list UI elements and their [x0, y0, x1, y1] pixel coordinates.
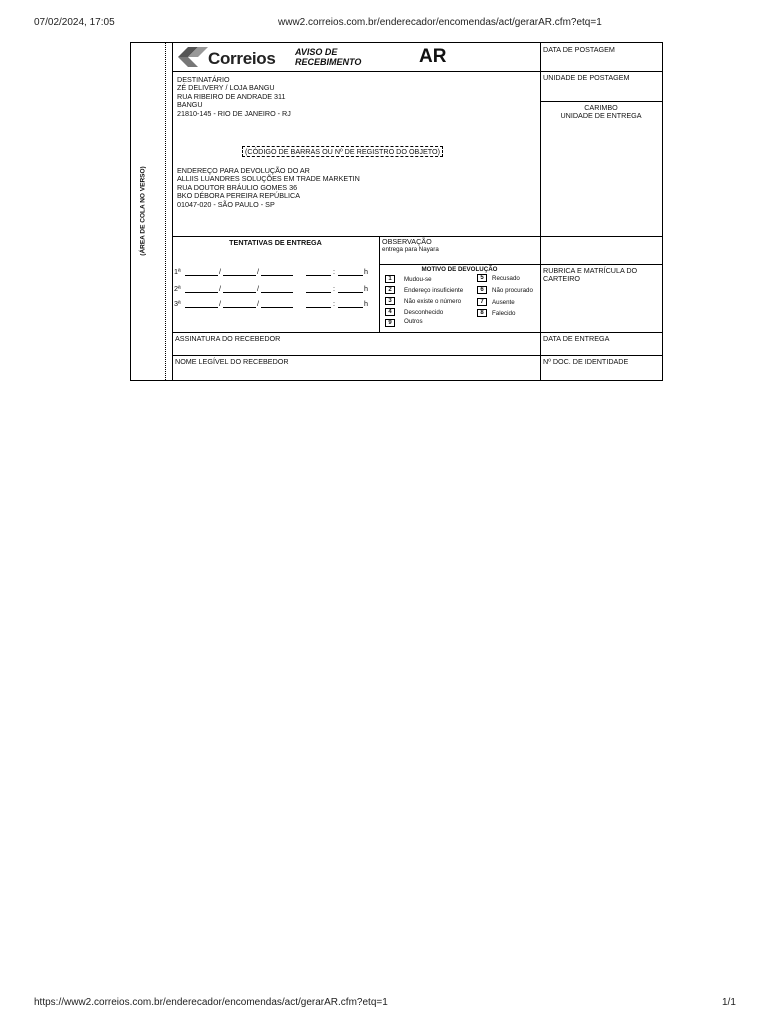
devolucao-block	[177, 167, 360, 209]
motivo-option-label: Não existe o número	[404, 298, 462, 305]
glue-border-line	[172, 43, 173, 380]
motivo-checkbox: 1	[385, 275, 395, 283]
observacao-label: OBSERVAÇÃO	[382, 237, 432, 246]
correios-logo-text: Correios	[208, 49, 276, 68]
destinatario-line: BANGU	[177, 100, 203, 110]
motivo-option-label: Recusado	[492, 275, 520, 282]
ar-label: AR	[419, 46, 447, 67]
devolucao-label: ENDEREÇO PARA DEVOLUÇÃO DO AR	[177, 166, 310, 175]
tentativa-ordinal: 2ª	[174, 284, 181, 293]
ar-form: (ÁREA DE COLA NO VERSO) Correios AVISO DE RECEBIMENTO AR DATA DE POSTAGEM UNIDADE DE POSTAGEM CARIMBO UNIDADE DE ENTREGA DESTINATÁRIO ZÉ DELIVERY / LOJA BANGU RUA RIBEIRO DE ANDRADE 311 BANGU 21810-145 - RIO DE JANEIRO - RJ (CÓDIGO DE BARRAS OU Nº DE REGISTRO DO OBJETO) ENDEREÇO PARA DEVOLUÇÃO DO AR ALLIIS LUANDRES SOLUÇÕES EM TRADE MARKETIN RUA DOUTOR BRÁULIO GOMES 36 BKO DÉBORA PEREIRA REPÚBLICA 01047-020 - SÃO PAULO - SP TENTATIVAS DE ENTREGA 1ª / / : h 2ª / / : h 3ª / / : h OBSERVAÇÃO entrega para Nayara MOTIVO DE DEVOLUÇÃO 1 Mudou-se 2 Endereço insuficiente 3 Não existe o número 4 Desconhecido 9 Outros 5 Recusado 6 Não procurado 7 Ausente 8 Falecido RUBRICA E MATRÍCULA DO CARTEIRO ASSINATURA DO RECEBEDOR DATA DE ENTREGA NOME LEGÍVEL DO RECEBEDOR Nº DOC. DE IDENTIDADE	[130, 42, 663, 381]
footer-url: https://www2.correios.com.br/enderecador/encomendas/act/gerarAR.cfm?etq=1	[34, 997, 388, 1008]
destinatario-block	[177, 76, 291, 118]
print-url: www2.correios.com.br/enderecador/encomendas/act/gerarAR.cfm?etq=1	[278, 17, 602, 28]
data-postagem-label: DATA DE POSTAGEM	[543, 45, 615, 54]
carimbo-label: CARIMBO	[584, 103, 618, 112]
assinatura-label: ASSINATURA DO RECEBEDOR	[175, 334, 281, 343]
motivo-checkbox: 8	[477, 309, 487, 317]
motivo-checkbox: 2	[385, 286, 395, 294]
form-title-line2: RECEBIMENTO	[295, 57, 362, 67]
destinatario-label: DESTINATÁRIO	[177, 75, 230, 84]
motivo-checkbox: 6	[477, 286, 487, 294]
nome-legivel-label: NOME LEGÍVEL DO RECEBEDOR	[175, 357, 289, 366]
devolucao-line: ALLIIS LUANDRES SOLUÇÕES EM TRADE MARKETIN	[177, 174, 360, 184]
rubrica-carteiro-label: CARTEIRO	[543, 274, 581, 283]
glue-area-label: (ÁREA DE COLA NO VERSO)	[139, 166, 147, 256]
destinatario-line: ZÉ DELIVERY / LOJA BANGU	[177, 83, 275, 93]
tentativas-label: TENTATIVAS DE ENTREGA	[229, 238, 322, 247]
carimbo-unidade-label: UNIDADE DE ENTREGA	[560, 111, 642, 120]
form-title-line1: AVISO DE	[295, 47, 338, 57]
devolucao-line: 01047-020 - SÃO PAULO - SP	[177, 199, 275, 209]
motivo-checkbox: 7	[477, 298, 487, 306]
barcode-placeholder: (CÓDIGO DE BARRAS OU Nº DE REGISTRO DO OBJETO)	[242, 146, 443, 157]
print-datetime: 07/02/2024, 17:05	[34, 17, 115, 28]
devolucao-line: BKO DÉBORA PEREIRA REPÚBLICA	[177, 191, 301, 201]
motivo-option-label: Desconhecido	[404, 309, 444, 316]
devolucao-line: RUA DOUTOR BRÁULIO GOMES 36	[177, 182, 298, 192]
destinatario-line: 21810-145 - RIO DE JANEIRO - RJ	[177, 108, 291, 118]
correios-logo-icon	[176, 46, 210, 68]
rubrica-label: RUBRICA E MATRÍCULA DO	[543, 266, 638, 275]
footer-page-number: 1/1	[722, 997, 736, 1008]
motivo-option-label: Endereço insuficiente	[404, 287, 464, 294]
data-entrega-label: DATA DE ENTREGA	[543, 334, 610, 343]
motivo-option-label: Falecido	[492, 310, 516, 317]
motivo-option-label: Mudou-se	[404, 276, 432, 283]
motivo-label: MOTIVO DE DEVOLUÇÃO	[421, 266, 498, 273]
observacao-text: entrega para Nayara	[382, 246, 439, 253]
glue-dotted-line	[165, 43, 166, 380]
unidade-postagem-label: UNIDADE DE POSTAGEM	[543, 73, 630, 82]
motivo-option-label: Ausente	[492, 299, 515, 306]
motivo-checkbox: 3	[385, 297, 395, 305]
motivo-checkbox: 5	[477, 274, 487, 282]
destinatario-line: RUA RIBEIRO DE ANDRADE 311	[177, 91, 286, 101]
motivo-checkbox: 9	[385, 319, 395, 327]
motivo-option-label: Outros	[404, 318, 423, 325]
doc-identidade-label: Nº DOC. DE IDENTIDADE	[543, 357, 629, 366]
tentativa-ordinal: 1ª	[174, 267, 181, 276]
motivo-option-label: Não procurado	[492, 287, 533, 294]
tentativa-ordinal: 3ª	[174, 299, 181, 308]
motivo-checkbox: 4	[385, 308, 395, 316]
